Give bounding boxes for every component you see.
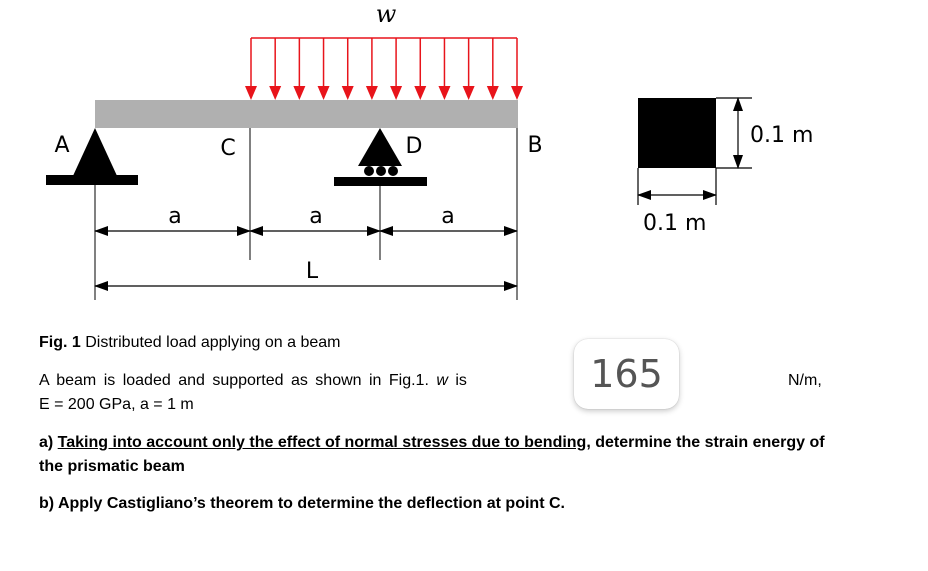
w-value-field[interactable]: 165 (574, 339, 679, 409)
load-arrow-head (414, 86, 426, 100)
load-arrow-head (269, 86, 281, 100)
unit-label: N/m, (788, 372, 822, 389)
problem-line-2: E = 200 GPa, a = 1 m (39, 396, 194, 413)
load-arrow-head (366, 86, 378, 100)
load-arrow-head (463, 86, 475, 100)
beam (95, 100, 518, 128)
problem-variable-w: w (436, 372, 448, 389)
label-c-point: C (220, 136, 236, 161)
section-height-label: 0.1 m (750, 123, 814, 148)
part-a-question-line-2: the prismatic beam (39, 458, 185, 475)
distributed-load (245, 38, 523, 100)
span-label-3: a (441, 204, 455, 229)
part-a-question (39, 433, 825, 453)
load-arrow-head (318, 86, 330, 100)
part-b-question: b) Apply Castigliano’s theorem to determine the deflection at point C. (39, 495, 565, 512)
label-b-point: B (527, 133, 543, 158)
part-a-rest: , determine the strain energy of (586, 434, 825, 451)
figure-caption (39, 333, 341, 353)
cross-section (638, 98, 716, 168)
length-label: L (305, 259, 319, 284)
load-arrow-head (390, 86, 402, 100)
load-arrow-head (342, 86, 354, 100)
load-arrow-head (245, 86, 257, 100)
problem-line-1-start: A beam is loaded and supported as shown in Fig.1. (39, 372, 437, 389)
problem-line-1-end: is (447, 372, 467, 389)
span-label-2: a (309, 204, 323, 229)
section-width-label: 0.1 m (643, 211, 707, 236)
part-a-label: a) (39, 434, 58, 451)
load-arrow-head (293, 86, 305, 100)
label-a-point: A (54, 133, 70, 158)
load-label: w (375, 0, 397, 28)
load-arrow-head (438, 86, 450, 100)
caption-prefix: Fig. 1 (39, 334, 81, 351)
problem-line-1 (39, 371, 467, 391)
span-label-1: a (168, 204, 182, 229)
label-d-point: D (405, 134, 423, 159)
load-arrow-head (511, 86, 523, 100)
load-arrow-head (487, 86, 499, 100)
part-a-underlined: Taking into account only the effect of normal stresses due to bending (57, 434, 587, 451)
caption-text: Distributed load applying on a beam (80, 334, 341, 351)
